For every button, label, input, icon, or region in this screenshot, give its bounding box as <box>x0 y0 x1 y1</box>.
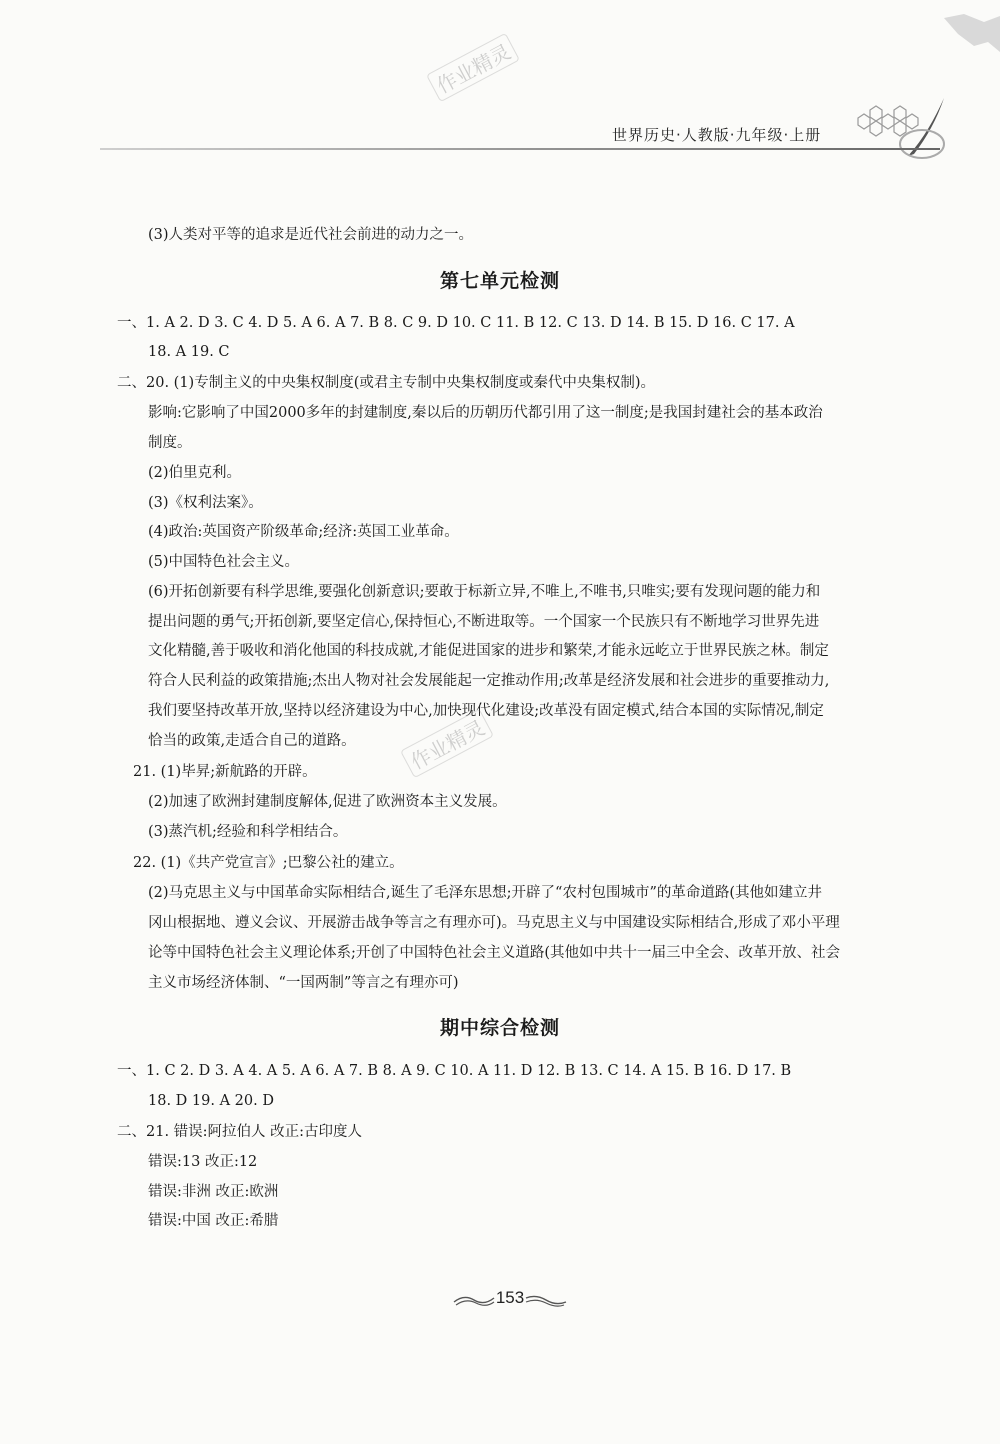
answer-line: (2)伯里克利。 <box>148 465 242 481</box>
mc-answers-line: 一、1. A 2. D 3. C 4. D 5. A 6. A 7. B 8. C 9. D 10. C 11. B 12. C 13. D 14. B 15. D 16. C 17. A <box>117 315 795 331</box>
mc-answers-line: 18. A 19. C <box>148 344 230 360</box>
answer-line: 22. (1)《共产党宣言》;巴黎公社的建立。 <box>133 855 404 871</box>
answer-line: (3)《权利法案》。 <box>148 495 263 511</box>
answer-line: 错误:中国 改正:希腊 <box>148 1213 279 1229</box>
answer-line: 我们要坚持改革开放,坚持以经济建设为中心,加快现代化建设;改革没有固定模式,结合本国的实际情况,制定 <box>148 703 824 719</box>
answer-line: 错误:非洲 改正:欧洲 <box>148 1184 279 1200</box>
hexagon-pen-icon <box>848 94 948 164</box>
answer-line: 二、20. (1)专制主义的中央集权制度(或君主专制中央集权制度或秦代中央集权制)。 <box>117 375 656 391</box>
mc-answers-line: 一、1. C 2. D 3. A 4. A 5. A 6. A 7. B 8. A 9. C 10. A 11. D 12. B 13. C 14. A 15. B 16. D 17. B <box>117 1063 792 1079</box>
answer-line: 影响:它影响了中国2000多年的封建制度,秦以后的历朝历代都引用了这一制度;是我国封建社会的基本政治 <box>148 405 823 421</box>
header-title: 世界历史·人教版·九年级·上册 <box>612 126 822 144</box>
answer-line: 恰当的政策,走适合自己的道路。 <box>148 733 356 749</box>
answer-line: (2)马克思主义与中国革命实际相结合,诞生了毛泽东思想;开辟了“农村包围城市”的革命道路(其他如建立井 <box>148 885 823 901</box>
answer-line: 论等中国特色社会主义理论体系;开创了中国特色社会主义道路(其他如中共十一届三中全会、改革开放、社会 <box>148 945 841 961</box>
page-corner-decoration <box>944 12 1000 52</box>
watermark: 作业精灵 <box>426 33 520 103</box>
answer-line: 制度。 <box>148 435 192 451</box>
section-title-unit7: 第七单元检测 <box>439 270 560 292</box>
watermark: 作业精灵 <box>400 709 494 779</box>
page-number-swirl-right <box>524 1292 568 1308</box>
answer-line: 文化精髓,善于吸收和消化他国的科技成就,才能促进国家的进步和繁荣,才能永远屹立于世界民族之林。制定 <box>148 643 829 659</box>
mc-answers-line: 18. D 19. A 20. D <box>148 1093 274 1109</box>
answer-line: (3)蒸汽机;经验和科学相结合。 <box>148 824 348 840</box>
answer-line: (5)中国特色社会主义。 <box>148 554 300 570</box>
answer-line: 21. (1)毕昇;新航路的开辟。 <box>133 764 317 780</box>
answer-line: 主义市场经济体制、“一国两制”等言之有理亦可) <box>148 975 459 991</box>
answer-line: (4)政治:英国资产阶级革命;经济:英国工业革命。 <box>148 524 459 540</box>
intro-line: (3)人类对平等的追求是近代社会前进的动力之一。 <box>148 227 474 243</box>
answer-line: 提出问题的勇气;开拓创新,要坚定信心,保持恒心,不断进取等。一个国家一个民族只有不断地学习世界先进 <box>148 614 820 630</box>
answer-line: 符合人民利益的政策措施;杰出人物对社会发展能起一定推动作用;改革是经济发展和社会进步的重要推动力, <box>148 673 830 689</box>
page-number: 153 <box>495 1288 525 1307</box>
answer-line: 错误:13 改正:12 <box>148 1154 258 1170</box>
answer-line: 二、21. 错误:阿拉伯人 改正:古印度人 <box>117 1124 363 1140</box>
answer-line: 冈山根据地、遵义会议、开展游击战争等言之有理亦可)。马克思主义与中国建设实际相结合,形成了邓小平理 <box>148 915 840 931</box>
section-title-midterm: 期中综合检测 <box>439 1017 560 1039</box>
answer-line: (2)加速了欧洲封建制度解体,促进了欧洲资本主义发展。 <box>148 794 507 810</box>
answer-line: (6)开拓创新要有科学思维,要强化创新意识;要敢于标新立异,不唯上,不唯书,只唯实;要有发现问题的能力和 <box>148 584 821 600</box>
header-rule <box>100 148 940 150</box>
